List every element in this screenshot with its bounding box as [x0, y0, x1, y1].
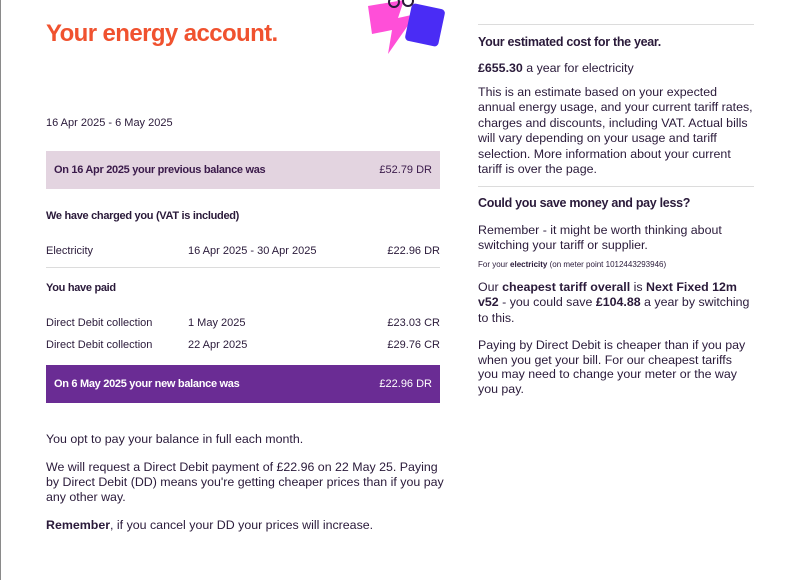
previous-balance-amount: £52.79 DR [379, 164, 432, 176]
payment-date: 22 Apr 2025 [188, 339, 248, 351]
estimate-suffix: a year for electricity [522, 61, 634, 75]
meter-prefix: For your [478, 259, 511, 269]
divider [478, 186, 754, 187]
payment-option-note: You opt to pay your balance in full each month. [46, 432, 304, 446]
payment-amount: £29.76 CR [387, 339, 440, 351]
save-heading: Could you save money and pay less? [478, 195, 691, 210]
payment-item: Direct Debit collection [46, 339, 153, 351]
cheapest-text: Our [478, 279, 503, 294]
remember-bold: Remember [46, 518, 111, 532]
new-balance-label: On 6 May 2025 your new balance was [54, 378, 240, 390]
payment-row [46, 317, 440, 335]
meter-point-note [478, 260, 754, 269]
divider [46, 267, 440, 268]
page-title: Your energy account. [46, 20, 278, 47]
charge-item: Electricity [46, 245, 94, 257]
payment-row [46, 339, 440, 357]
charge-row [46, 245, 440, 263]
previous-balance-band [46, 151, 440, 189]
cheapest-text: a year by switching to this. [478, 295, 750, 325]
new-balance-amount: £22.96 DR [379, 378, 432, 390]
cheapest-label: cheapest tariff overall [502, 279, 631, 294]
payments-heading: You have paid [46, 282, 116, 294]
new-balance-band [46, 365, 440, 403]
meter-fuel: electricity [510, 259, 548, 269]
mascot-illustration [358, 0, 450, 54]
tariff-name: Next Fixed 12m v52 [478, 279, 737, 309]
payment-item: Direct Debit collection [46, 317, 153, 329]
payment-amount: £23.03 CR [387, 317, 440, 329]
direct-debit-advice: Paying by Direct Debit is cheaper than if you pay when you get your bill. For our cheapest tariffs you may need to change your meter or the way you pay. [478, 338, 746, 396]
estimate-explanation: This is an estimate based on your expected annual energy usage, and your current tariff rates, charges and discounts, including VAT. Actual bills will vary depending on your usage and tariff selection. More information about your current tariff is over the page. [478, 84, 753, 176]
estimate-line [478, 61, 754, 77]
estimate-heading: Your estimated cost for the year. [478, 35, 661, 49]
page-edge [0, 0, 1, 580]
estimate-amount: £655.30 [478, 61, 523, 75]
cheapest-tariff-note [478, 280, 754, 327]
direct-debit-note: We will request a Direct Debit payment of £22.96 on 22 May 25. Paying by Direct Debit (DD) means you're getting cheaper prices than if you pay any other way. [46, 460, 444, 504]
charge-amount: £22.96 DR [387, 245, 440, 257]
charges-heading: We have charged you (VAT is included) [46, 210, 240, 222]
payment-date: 1 May 2025 [188, 317, 246, 329]
remember-rest: , if you cancel your DD your prices will increase. [110, 518, 374, 532]
remember-note [46, 518, 446, 533]
saving-amount: £104.88 [595, 295, 641, 309]
estimate-panel [478, 24, 754, 396]
cheapest-text: is [630, 279, 647, 294]
meter-suffix: (on meter point 1012443293946) [547, 259, 667, 269]
charge-period: 16 Apr 2025 - 30 Apr 2025 [188, 245, 317, 257]
save-text: Remember - it might be worth thinking about switching your tariff or supplier. [478, 222, 722, 252]
statement-period: 16 Apr 2025 - 6 May 2025 [46, 117, 173, 129]
previous-balance-label: On 16 Apr 2025 your previous balance was [54, 164, 266, 176]
cheapest-text: - you could save [498, 295, 596, 309]
